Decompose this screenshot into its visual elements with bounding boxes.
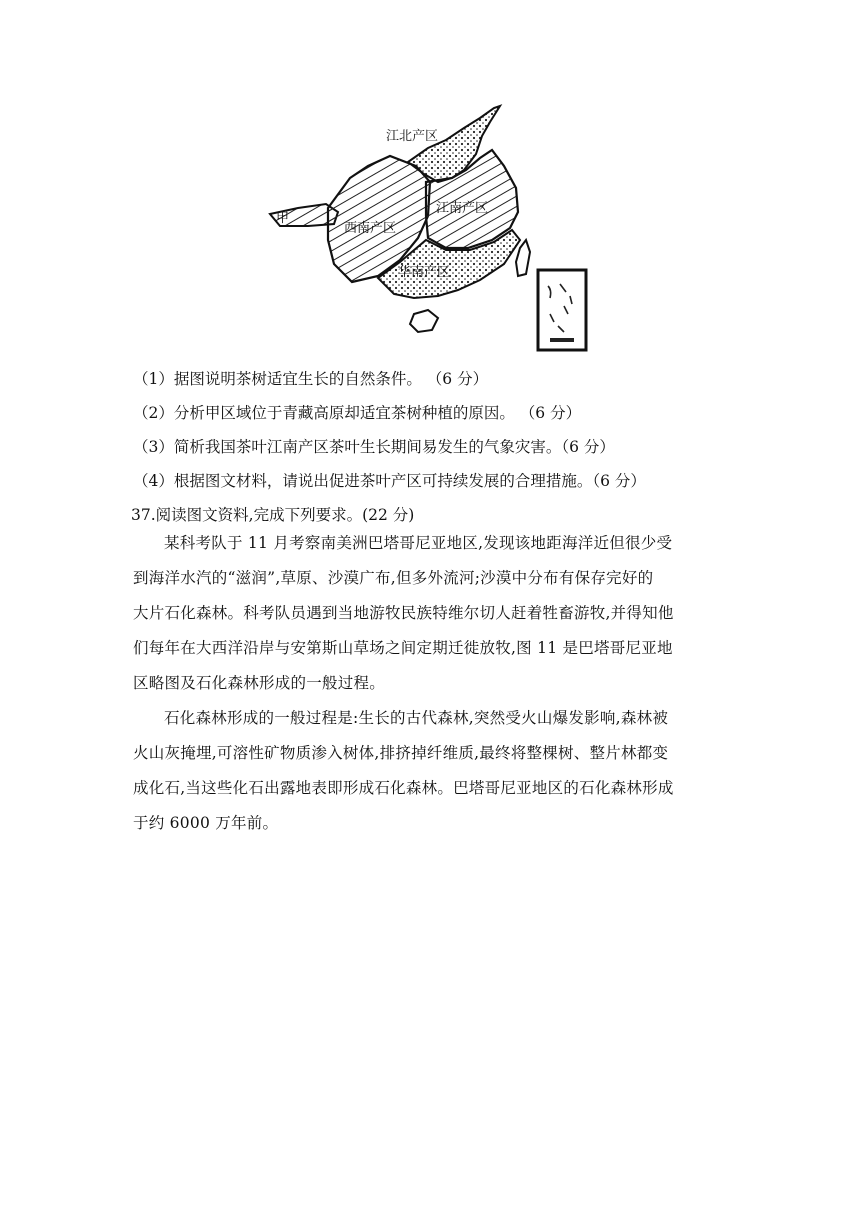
para1-line: 们每年在大西洋沿岸与安第斯山草场之间定期迁徙放牧,图 11 是巴塔哥尼亚地 xyxy=(133,639,673,657)
label-jia: 甲 xyxy=(276,211,290,226)
question-4: （4）根据图文材料，请说出促进茶叶产区可持续发展的合理措施。（6 分） xyxy=(133,472,646,490)
island-hainan xyxy=(410,310,438,332)
label-jiangbei: 江北产区 xyxy=(386,129,439,144)
question-1: （1）据图说明茶树适宜生长的自然条件。 （6 分） xyxy=(133,370,489,388)
label-xinan: 西南产区 xyxy=(344,221,397,236)
paragraph-1 xyxy=(133,526,733,701)
label-huanan: 华南产区 xyxy=(398,265,451,280)
question-3: （3）简析我国茶叶江南产区茶叶生长期间易发生的气象灾害。（6 分） xyxy=(133,438,615,456)
para1-line: 到海洋水汽的“滋润”,草原、沙漠广布,但多外流河;沙漠中分布有保存完好的 xyxy=(133,569,654,587)
para1-line: 某科考队于 11 月考察南美洲巴塔哥尼亚地区,发现该地距海洋近但很少受 xyxy=(164,534,673,552)
label-jiangnan: 江南产区 xyxy=(436,201,489,216)
q37-title: 37.阅读图文资料,完成下列要求。(22 分) xyxy=(131,506,415,524)
question-2: （2）分析甲区域位于青藏高原却适宜茶树种植的原因。 （6 分） xyxy=(133,404,582,422)
question-list xyxy=(133,362,733,532)
south-china-sea-inset xyxy=(538,270,586,350)
para1-line: 区略图及石化森林形成的一般过程。 xyxy=(133,674,386,692)
tea-region-map xyxy=(268,100,592,352)
para2-line: 成化石,当这些化石出露地表即形成石化森林。巴塔哥尼亚地区的石化森林形成 xyxy=(133,779,674,797)
para2-line: 于约 6000 万年前。 xyxy=(133,814,279,832)
para1-line: 大片石化森林。科考队员遇到当地游牧民族特维尔切人赶着牲畜游牧,并得知他 xyxy=(133,604,674,622)
para2-line: 火山灰掩埋,可溶性矿物质渗入树体,排挤掉纤维质,最终将整棵树、整片林都变 xyxy=(133,744,669,762)
paragraph-2 xyxy=(133,701,733,841)
island-taiwan xyxy=(516,240,530,276)
para2-line: 石化森林形成的一般过程是:生长的古代森林,突然受火山爆发影响,森林被 xyxy=(164,709,669,727)
